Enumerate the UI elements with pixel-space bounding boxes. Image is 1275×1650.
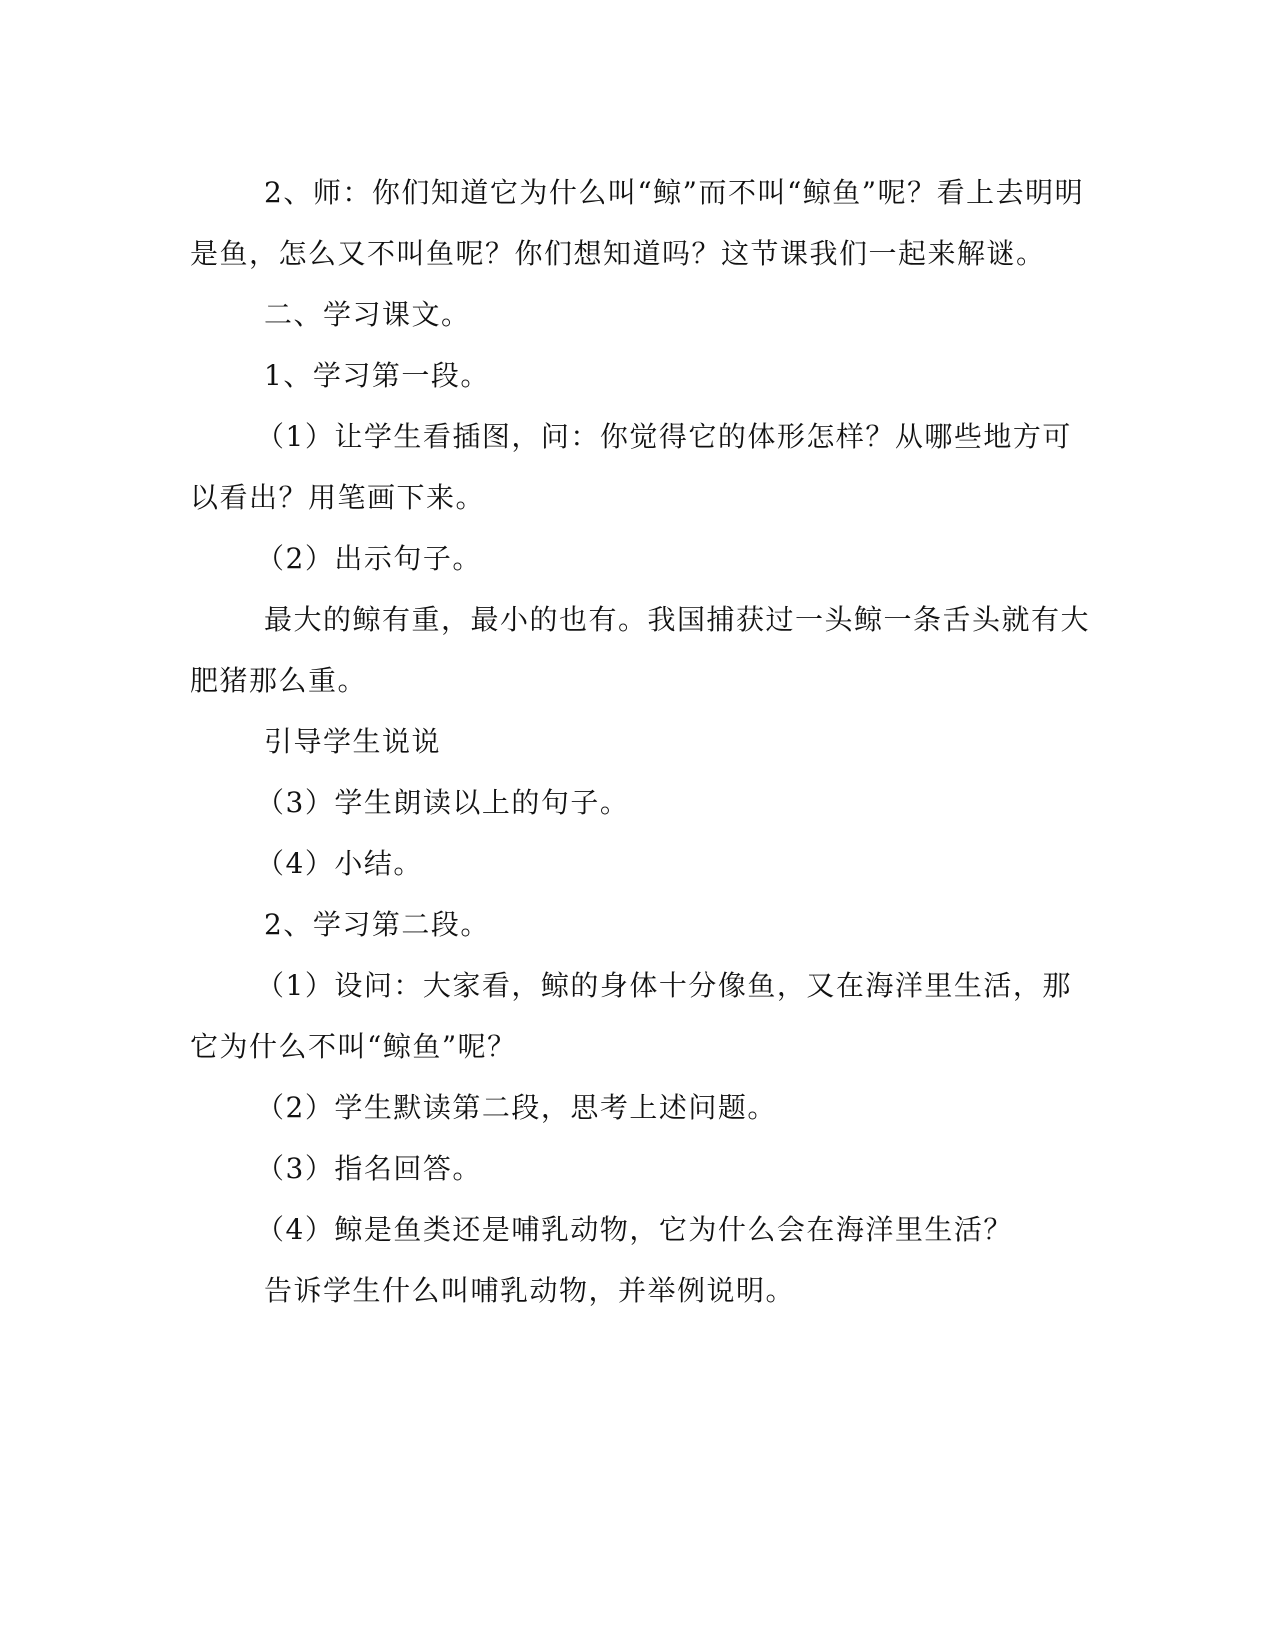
paragraph-whale-weight: 最大的鲸有重，最小的也有。我国捕获过一头鲸一条舌头就有大肥猪那么重。 (190, 603, 1091, 697)
paragraph-explain-mammals: 告诉学生什么叫哺乳动物，并举例说明。 (264, 1274, 796, 1307)
heading-study-text: 二、学习课文。 (264, 298, 471, 331)
heading-study-section-one: 1、学习第一段。 (264, 359, 490, 392)
step-read-aloud: （3）学生朗读以上的句子。 (256, 786, 630, 819)
heading-study-section-two: 2、学习第二段。 (264, 908, 490, 941)
step-fish-or-mammal: （4）鲸是鱼类还是哺乳动物，它为什么会在海洋里生活？ (256, 1213, 1013, 1246)
step-look-at-illustration: （1）让学生看插图，问：你觉得它的体形怎样？从哪些地方可以看出？用笔画下来。 (190, 420, 1072, 514)
step-call-on-students: （3）指名回答。 (256, 1152, 482, 1185)
document-body (190, 162, 1090, 1321)
step-summary: （4）小结。 (256, 847, 423, 880)
paragraph-teacher-question: 2、师：你们知道它为什么叫“鲸”而不叫“鲸鱼”呢？看上去明明是鱼，怎么又不叫鱼呢？你们想知道吗？这节课我们一起来解谜。 (190, 176, 1085, 270)
step-silent-reading: （2）学生默读第二段，思考上述问题。 (256, 1091, 777, 1124)
step-pose-question: （1）设问：大家看，鲸的身体十分像鱼，又在海洋里生活，那它为什么不叫“鲸鱼”呢？ (190, 969, 1072, 1063)
paragraph-guide-students: 引导学生说说 (264, 725, 442, 758)
step-show-sentence: （2）出示句子。 (256, 542, 482, 575)
